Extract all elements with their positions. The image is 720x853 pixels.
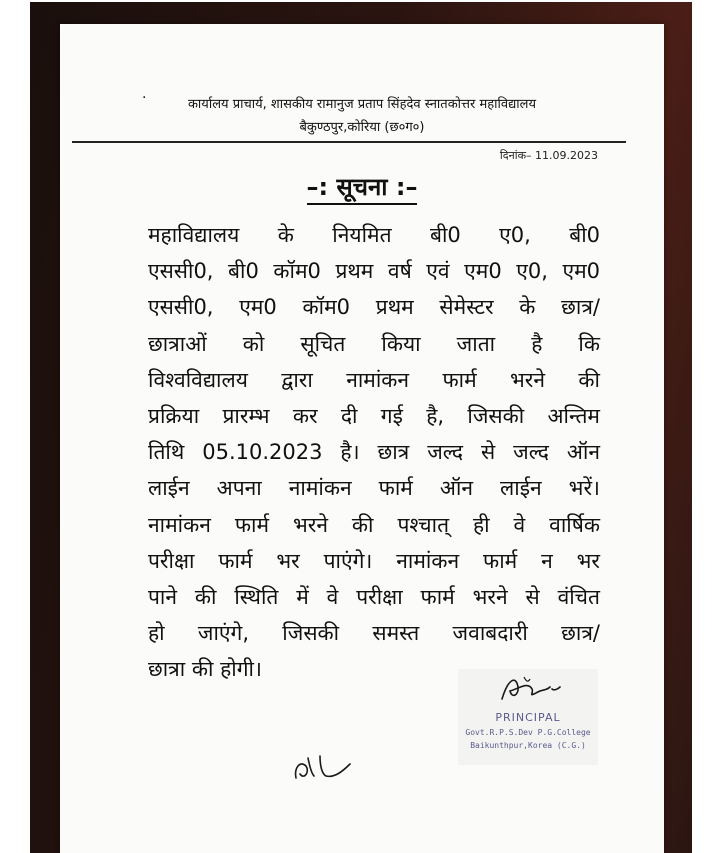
stamp-title: PRINCIPAL [495,711,561,724]
notice-line: छात्रा की होगी। [148,657,262,682]
notice-line: एससी0, एम0 कॉम0 प्रथम सेमेस्टर के छात्र/ [148,295,600,320]
notice-line: पाने की स्थिति में वे परीक्षा फार्म भरने से वंचित [148,584,600,609]
notice-title-text: –: सूचना :– [307,173,418,205]
notice-date: दिनांक– 11.09.2023 [499,149,598,162]
notice-line: परीक्षा फार्म भर पाएंगे। नामांकन फार्म न भर [148,548,600,573]
notice-body [148,217,600,687]
notice-line: नामांकन फार्म भरने की पश्चात् ही वे वार्षिक [148,512,600,537]
initials-icon [290,738,360,788]
notice-title [60,170,664,203]
notice-line: महाविद्यालय के नियमित बी0 ए0, बी0 [148,223,600,247]
notice-line: विश्वविद्यालय द्वारा नामांकन फार्म भरने की [148,367,600,392]
header-divider [72,141,626,143]
principal-stamp [458,669,598,765]
office-location: बैकुण्ठपुर,कोरिया (छ०ग०) [299,120,425,135]
stamp-location: Baikunthpur,Korea (C.G.) [470,741,586,750]
notice-line: छात्राओं को सूचित किया जाता है कि [148,331,600,356]
notice-line: हो जाएंगे, जिसकी समस्त जवाबदारी छात्र/ [148,621,600,646]
header-bullet: · [142,90,147,106]
signature-icon [488,669,568,709]
notice-sheet [60,24,664,853]
stamp-college: Govt.R.P.S.Dev P.G.College [465,728,591,737]
notice-line: प्रक्रिया प्रारम्भ कर दी गई है, जिसकी अन्तिम [148,403,600,428]
notice-line: लाईन अपना नामांकन फार्म ऑन लाईन भरें। [148,476,600,501]
notice-line: तिथि 05.10.2023 है। छात्र जल्द से जल्द ऑन [148,440,600,465]
notice-line: एससी0, बी0 कॉम0 प्रथम वर्ष एवं एम0 ए0, एम0 [148,259,600,284]
office-header: कार्यालय प्राचार्य, शासकीय रामानुज प्रताप सिंहदेव स्नातकोत्तर महाविद्यालय [187,97,537,112]
